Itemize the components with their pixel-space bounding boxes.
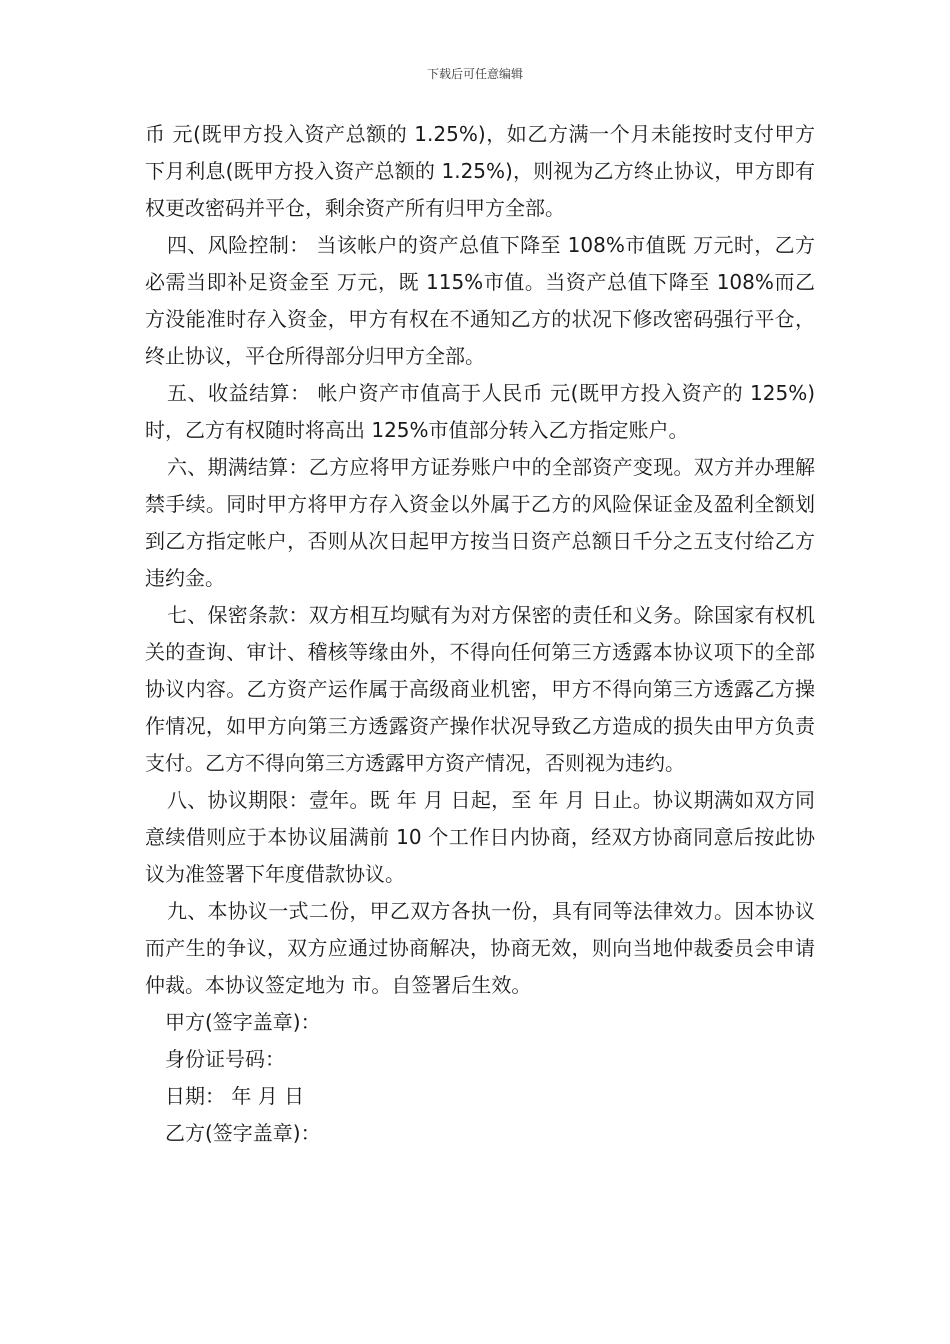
id-number-label: 身份证号码： bbox=[165, 1047, 285, 1071]
paragraph-agreement-term: 八、协议期限：壹年。既 年 月 日起，至 年 月 日止。协议期满如双方同意续借则应于本协议届满前 10 个工作日内协商，经双方协商同意后按此协议为准签署下年度借款协议。 bbox=[145, 788, 815, 886]
date-label: 日期： 年 月 日 bbox=[165, 1084, 305, 1108]
paragraph-risk-control: 四、风险控制： 当该帐户的资产总值下降至 108%市值既 万元时，乙方必需当即补足资金至 万元，既 115%市值。当资产总值下降至 108%而乙方没能准时存入资金，甲方有权在不通知乙方的状况下修改密码强行平仓，终止协议，平仓所得部分归甲方全部。 bbox=[145, 233, 815, 368]
page-header: 下载后可任意编辑 bbox=[426, 67, 523, 81]
paragraph-confidentiality: 七、保密条款：双方相互均赋有为对方保密的责任和义务。除国家有权机关的查询、审计、稽核等缘由外，不得向任何第三方透露本协议项下的全部协议内容。乙方资产运作属于高级商业机密，甲方不得向第三方透露乙方操作情况，如甲方向第三方透露资产操作状况导致乙方造成的损失由甲方负责支付。乙方不得向第三方透露甲方资产情况，否则视为违约。 bbox=[145, 603, 815, 775]
signature-block bbox=[145, 1004, 815, 1152]
paragraph-copies-and-disputes: 九、本协议一式二份，甲乙双方各执一份，具有同等法律效力。因本协议而产生的争议，双方应通过协商解决，协商无效，则向当地仲裁委员会申请仲裁。本协议签定地为 市。自签署后生效。 bbox=[145, 899, 815, 997]
paragraph-earnings-settlement: 五、收益结算： 帐户资产市值高于人民币 元(既甲方投入资产的 125%)时，乙方有权随时将高出 125%市值部分转入乙方指定账户。 bbox=[145, 381, 815, 442]
paragraph-maturity-settlement: 六、期满结算：乙方应将甲方证券账户中的全部资产变现。双方并办理解禁手续。同时甲方将甲方存入资金以外属于乙方的风险保证金及盈利全额划到乙方指定帐户，否则从次日起甲方按当日资产总额日千分之五支付给乙方违约金。 bbox=[145, 455, 815, 590]
party-b-signature-label: 乙方(签字盖章)： bbox=[165, 1121, 321, 1145]
party-a-signature-label: 甲方(签字盖章)： bbox=[165, 1010, 321, 1034]
document-body bbox=[145, 116, 815, 1152]
paragraph-interest-continued: 币 元(既甲方投入资产总额的 1.25%)，如乙方满一个月未能按时支付甲方下月利息(既甲方投入资产总额的 1.25%)，则视为乙方终止协议，甲方即有权更改密码并平仓，剩余资产所有归甲方全部。 bbox=[145, 122, 815, 220]
